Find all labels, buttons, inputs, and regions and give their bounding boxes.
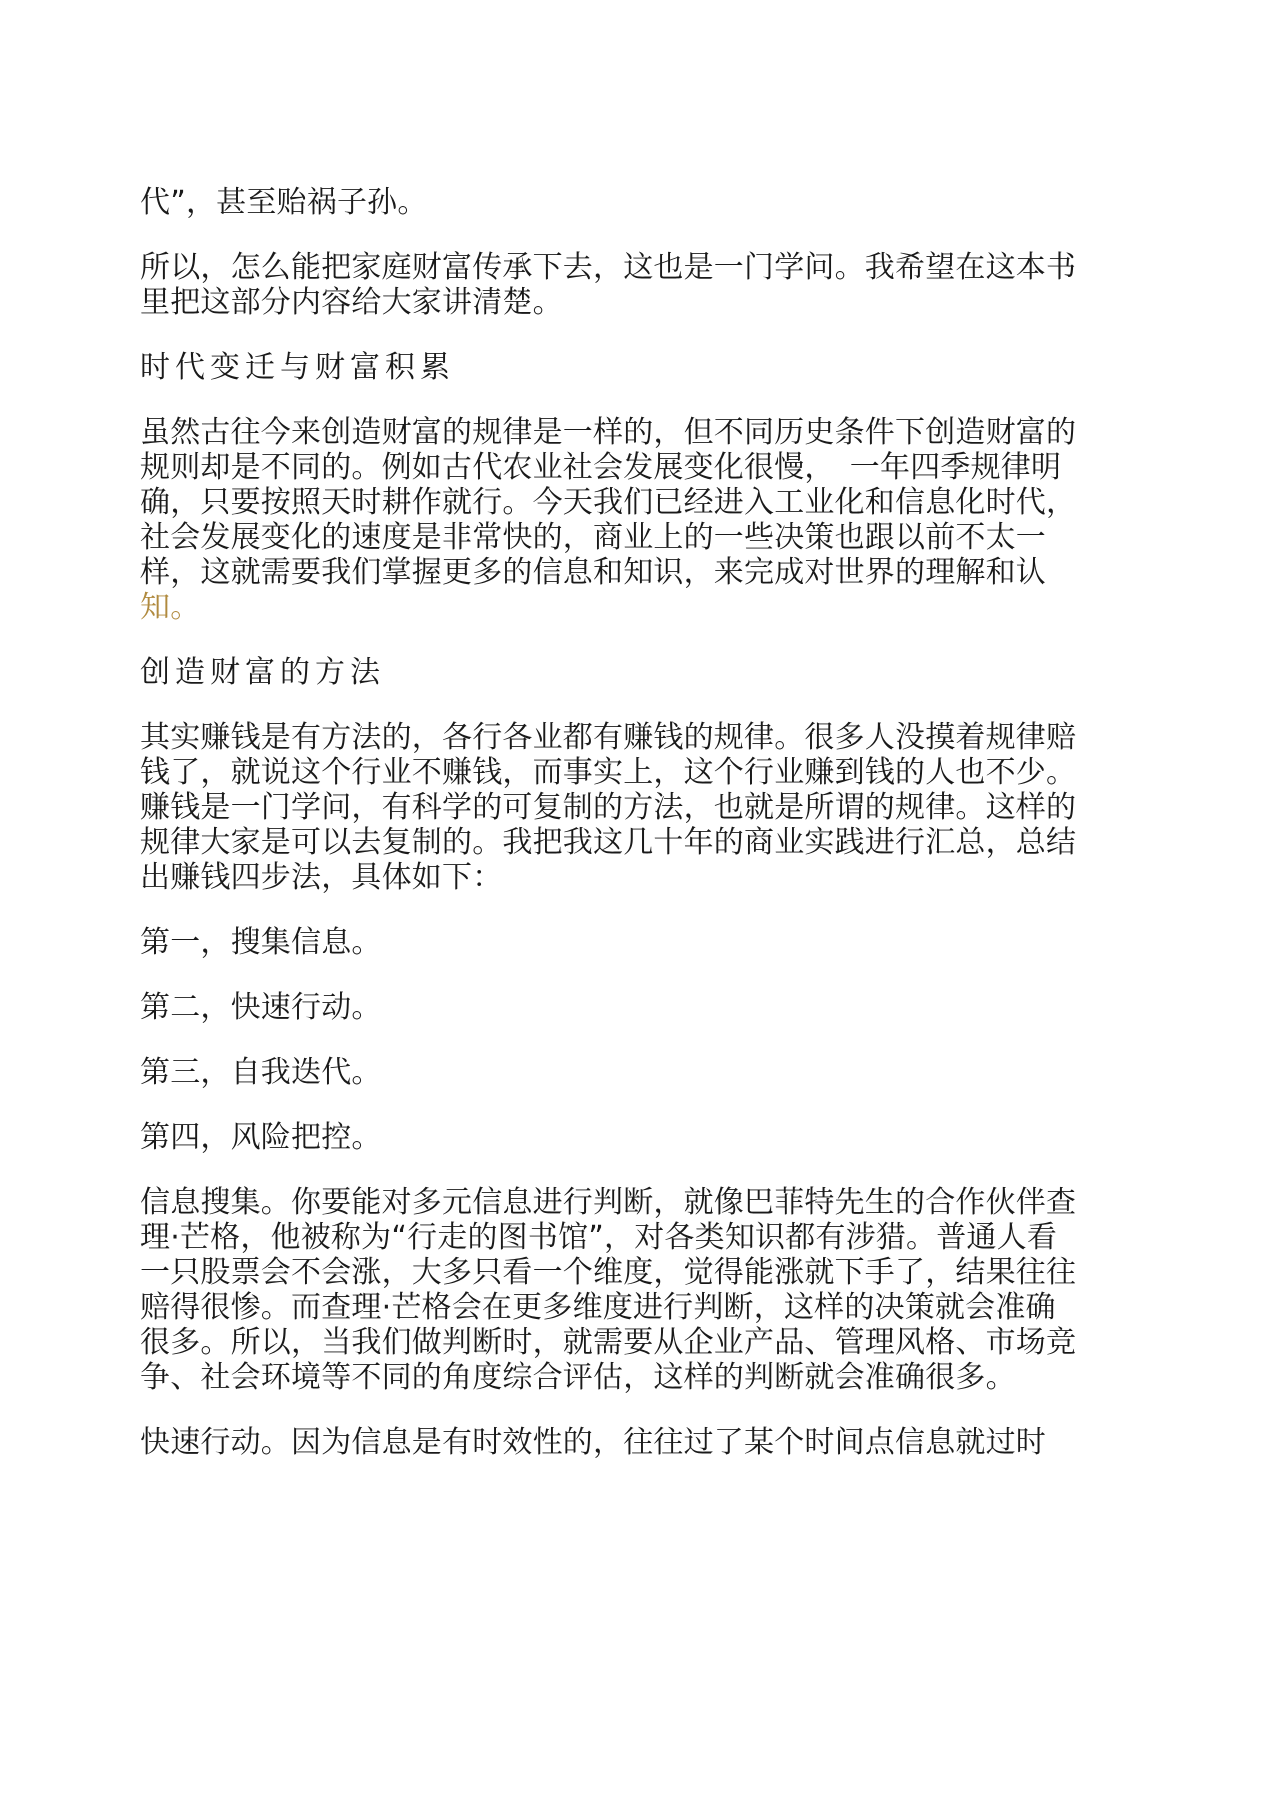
section-heading-wealth-method: 创造财富的方法 [140, 655, 385, 690]
paragraph-5-line-3: 一只股票会不会涨，大多只看一个维度，觉得能涨就下手了，结果往往 [140, 1255, 1077, 1290]
step-4: 第四，风险把控。 [140, 1120, 382, 1155]
paragraph-4-line-1: 其实赚钱是有方法的，各行各业都有赚钱的规律。很多人没摸着规律赔 [140, 720, 1077, 755]
section-heading-era-change: 时代变迁与财富积累 [140, 350, 455, 385]
paragraph-4-line-5: 出赚钱四步法，具体如下： [140, 860, 503, 895]
paragraph-2-line-1: 所以，怎么能把家庭财富传承下去，这也是一门学问。我希望在这本书 [140, 250, 1077, 285]
step-1: 第一，搜集信息。 [140, 925, 382, 960]
step-2: 第二，快速行动。 [140, 990, 382, 1025]
paragraph-3-line-1: 虽然古往今来创造财富的规律是一样的，但不同历史条件下创造财富的 [140, 415, 1077, 450]
paragraph-1-line-1: 代”，甚至贻祸子孙。 [140, 185, 428, 220]
paragraph-4-line-3: 赚钱是一门学问，有科学的可复制的方法，也就是所谓的规律。这样的 [140, 790, 1077, 825]
paragraph-3-line-4: 社会发展变化的速度是非常快的，商业上的一些决策也跟以前不太一 [140, 520, 1046, 555]
paragraph-4-line-4: 规律大家是可以去复制的。我把我这几十年的商业实践进行汇总，总结 [140, 825, 1077, 860]
paragraph-2-line-2: 里把这部分内容给大家讲清楚。 [140, 285, 563, 320]
paragraph-3-line-6: 知。 [140, 590, 201, 625]
paragraph-6-line-1: 快速行动。因为信息是有时效性的，往往过了某个时间点信息就过时 [140, 1425, 1046, 1460]
paragraph-3-line-2: 规则却是不同的。例如古代农业社会发展变化很慢， 一年四季规律明 [140, 450, 1062, 485]
paragraph-3-line-3: 确，只要按照天时耕作就行。今天我们已经进入工业化和信息化时代， [140, 485, 1077, 520]
paragraph-3-line-5: 样，这就需要我们掌握更多的信息和知识，来完成对世界的理解和认 [140, 555, 1046, 590]
paragraph-5-line-4: 赔得很惨。而查理·芒格会在更多维度进行判断，这样的决策就会准确 [140, 1290, 1056, 1325]
paragraph-5-line-6: 争、社会环境等不同的角度综合评估，这样的判断就会准确很多。 [140, 1360, 1016, 1395]
paragraph-5-line-5: 很多。所以，当我们做判断时，就需要从企业产品、管理风格、市场竞 [140, 1325, 1077, 1360]
step-3: 第三，自我迭代。 [140, 1055, 382, 1090]
paragraph-4-line-2: 钱了，就说这个行业不赚钱，而事实上，这个行业赚到钱的人也不少。 [140, 755, 1077, 790]
paragraph-5-line-1: 信息搜集。你要能对多元信息进行判断，就像巴菲特先生的合作伙伴查 [140, 1185, 1077, 1220]
paragraph-5-line-2: 理·芒格，他被称为“行走的图书馆”，对各类知识都有涉猎。普通人看 [140, 1220, 1058, 1255]
